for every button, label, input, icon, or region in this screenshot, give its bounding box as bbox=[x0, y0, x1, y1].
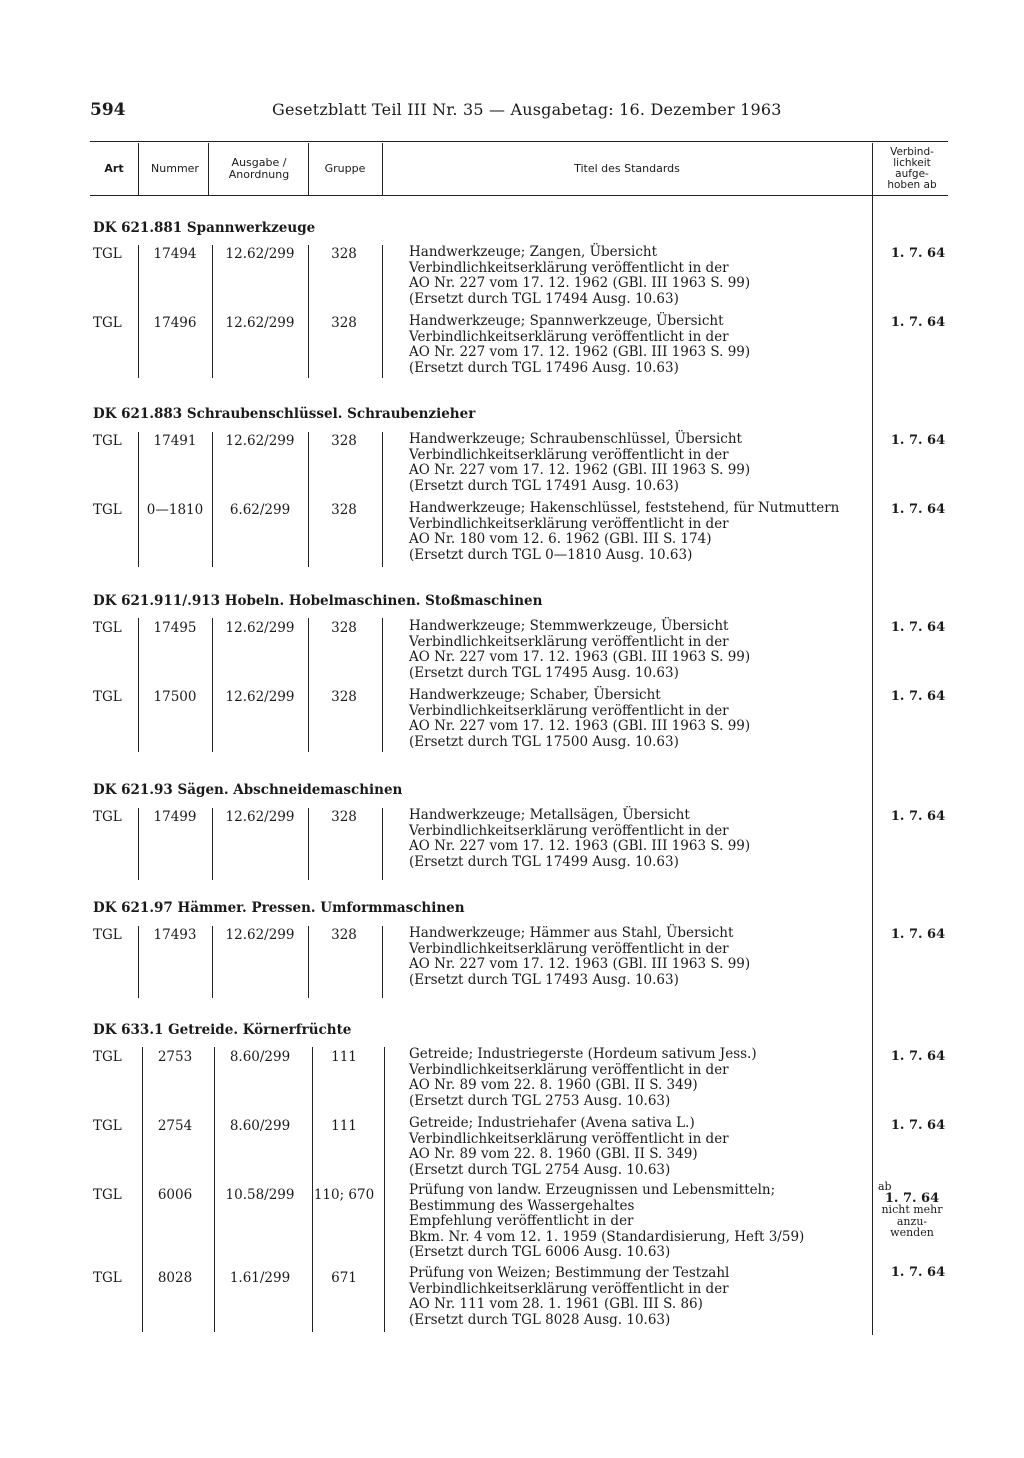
section-title: DK 633.1 Getreide. Körnerfrüchte bbox=[93, 1022, 352, 1038]
title-cell: Getreide; Industriehafer (Avena sativa L.) Verbindlichkeitserklärung veröffentlicht in der AO Nr. 89 vom 22. 8. 1960 (GBl. II S. 349) (Ersetzt durch TGL 2754 Ausg. 10.63) bbox=[409, 1115, 729, 1178]
ausgabe-cell: 12.62/299 bbox=[225, 809, 295, 825]
title-cell: Getreide; Industriegerste (Hordeum sativum Jess.) Verbindlichkeitserklärung veröffentlicht in der AO Nr. 89 vom 22. 8. 1960 (GBl. II S. 349) (Ersetzt durch TGL 2753 Ausg. 10.63) bbox=[409, 1046, 757, 1109]
date-cell: 1. 7. 64 bbox=[890, 689, 946, 704]
column-rule bbox=[138, 926, 139, 998]
header-sep bbox=[382, 143, 383, 195]
column-rule bbox=[382, 926, 383, 998]
art-cell: TGL bbox=[93, 689, 122, 705]
col-titel: Titel des Standards bbox=[574, 162, 680, 175]
nummer-cell: 0—1810 bbox=[146, 502, 204, 518]
ausgabe-cell: 12.62/299 bbox=[225, 246, 295, 262]
gruppe-cell: 328 bbox=[331, 809, 357, 825]
title-cell: Prüfung von landw. Erzeugnissen und Lebensmitteln; Bestimmung des Wassergehaltes Empfehlung veröffentlicht in der Bkm. Nr. 4 vom 12. 1. 1959 (Standardisierung, Heft 3/59) (Ersetzt durch TGL 6006 Ausg. 10.63) bbox=[409, 1182, 805, 1260]
nummer-cell: 17496 bbox=[153, 315, 197, 331]
art-cell: TGL bbox=[93, 1187, 122, 1203]
title-cell: Prüfung von Weizen; Bestimmung der Testzahl Verbindlichkeitserklärung veröffentlicht in der AO Nr. 111 vom 28. 1. 1961 (GBl. III S. 86) (Ersetzt durch TGL 8028 Ausg. 10.63) bbox=[409, 1265, 730, 1328]
ausgabe-cell: 8.60/299 bbox=[229, 1118, 291, 1134]
art-cell: TGL bbox=[93, 809, 122, 825]
column-rule bbox=[308, 926, 309, 998]
nummer-cell: 17494 bbox=[153, 246, 197, 262]
title-cell: Handwerkzeuge; Metallsägen, Übersicht Verbindlichkeitserklärung veröffentlicht in der AO Nr. 227 vom 17. 12. 1963 (GBl. III 1963 S. 99) (Ersetzt durch TGL 17499 Ausg. 10.63) bbox=[409, 807, 751, 870]
section-title: DK 621.881 Spannwerkzeuge bbox=[93, 220, 316, 236]
column-rule bbox=[382, 432, 383, 567]
column-rule bbox=[142, 1047, 143, 1332]
header-sep bbox=[208, 143, 209, 195]
art-cell: TGL bbox=[93, 620, 122, 636]
date-cell: 1. 7. 64 bbox=[890, 433, 946, 448]
ausgabe-cell: 12.62/299 bbox=[225, 620, 295, 636]
gruppe-cell: 111 bbox=[331, 1049, 357, 1065]
column-rule bbox=[212, 808, 213, 880]
col-nummer: Nummer bbox=[151, 162, 199, 175]
col-art: Art bbox=[104, 162, 124, 175]
column-rule bbox=[308, 245, 309, 378]
nummer-cell: 2754 bbox=[157, 1118, 193, 1134]
nummer-cell: 6006 bbox=[157, 1187, 193, 1203]
ausgabe-cell: 6.62/299 bbox=[229, 502, 291, 518]
column-rule bbox=[308, 618, 309, 752]
title-cell: Handwerkzeuge; Stemmwerkzeuge, Übersicht Verbindlichkeitserklärung veröffentlicht in der AO Nr. 227 vom 17. 12. 1963 (GBl. III 1963 S. 99) (Ersetzt durch TGL 17495 Ausg. 10.63) bbox=[409, 618, 751, 681]
art-cell: TGL bbox=[93, 433, 122, 449]
col-verbindlichkeit: Verbind- lichkeit aufge- hoben ab bbox=[887, 146, 937, 191]
nummer-cell: 17493 bbox=[153, 927, 197, 943]
gruppe-cell: 328 bbox=[331, 433, 357, 449]
date-cell: 1. 7. 64 bbox=[890, 1265, 946, 1280]
gruppe-cell: 111 bbox=[331, 1118, 357, 1134]
art-cell: TGL bbox=[93, 1049, 122, 1065]
ausgabe-cell: 12.62/299 bbox=[225, 927, 295, 943]
table-header bbox=[90, 143, 950, 195]
column-rule bbox=[212, 926, 213, 998]
gruppe-cell: 110; 670 bbox=[313, 1187, 375, 1203]
running-title: Gesetzblatt Teil III Nr. 35 — Ausgabetag: 16. Dezember 1963 bbox=[272, 100, 782, 119]
col-gruppe: Gruppe bbox=[324, 162, 366, 175]
right-column-rule bbox=[872, 143, 873, 1335]
gruppe-cell: 328 bbox=[331, 502, 357, 518]
col-ausgabe: Ausgabe / Anordnung bbox=[228, 156, 290, 181]
art-cell: TGL bbox=[93, 1270, 122, 1286]
date-cell: 1. 7. 64 bbox=[890, 1118, 946, 1133]
ausgabe-cell: 10.58/299 bbox=[225, 1187, 295, 1203]
title-cell: Handwerkzeuge; Hakenschlüssel, feststehend, für Nutmuttern Verbindlichkeitserklärung veröffentlicht in der AO Nr. 180 vom 12. 6. 1962 (GBl. III S. 174) (Ersetzt durch TGL 0—1810 Ausg. 10.63) bbox=[409, 500, 840, 563]
column-rule bbox=[212, 432, 213, 567]
date-cell: 1. 7. 64 bbox=[890, 1049, 946, 1064]
gruppe-cell: 328 bbox=[331, 620, 357, 636]
gruppe-cell: 328 bbox=[331, 689, 357, 705]
column-rule bbox=[214, 1047, 215, 1332]
art-cell: TGL bbox=[93, 502, 122, 518]
gruppe-cell: 328 bbox=[331, 246, 357, 262]
ausgabe-cell: 12.62/299 bbox=[225, 689, 295, 705]
date-cell: 1. 7. 64 bbox=[890, 809, 946, 824]
ausgabe-cell: 12.62/299 bbox=[225, 433, 295, 449]
art-cell: TGL bbox=[93, 315, 122, 331]
section-title: DK 621.911/.913 Hobeln. Hobelmaschinen. Stoßmaschinen bbox=[93, 593, 543, 609]
column-rule bbox=[382, 618, 383, 752]
nummer-cell: 2753 bbox=[157, 1049, 193, 1065]
column-rule bbox=[138, 432, 139, 567]
nummer-cell: 17499 bbox=[153, 809, 197, 825]
header-bottom-rule bbox=[90, 195, 948, 196]
date-cell: 1. 7. 64 bbox=[890, 315, 946, 330]
title-cell: Handwerkzeuge; Schaber, Übersicht Verbindlichkeitserklärung veröffentlicht in der AO Nr. 227 vom 17. 12. 1963 (GBl. III 1963 S. 99) (Ersetzt durch TGL 17500 Ausg. 10.63) bbox=[409, 687, 751, 750]
header-sep bbox=[138, 143, 139, 195]
date-cell: 1. 7. 64 bbox=[890, 502, 946, 517]
header-top-rule bbox=[90, 141, 948, 142]
header-sep bbox=[308, 143, 309, 195]
page-header bbox=[90, 100, 790, 124]
section-title: DK 621.93 Sägen. Abschneidemaschinen bbox=[93, 782, 403, 798]
column-rule bbox=[138, 808, 139, 880]
date-cell: 1. 7. 64 bbox=[890, 620, 946, 635]
column-rule bbox=[382, 245, 383, 378]
art-cell: TGL bbox=[93, 927, 122, 943]
date-cell: 1. 7. 64 bbox=[890, 927, 946, 942]
gruppe-cell: 328 bbox=[331, 927, 357, 943]
ausgabe-cell: 8.60/299 bbox=[229, 1049, 291, 1065]
title-cell: Handwerkzeuge; Spannwerkzeuge, Übersicht Verbindlichkeitserklärung veröffentlicht in der AO Nr. 227 vom 17. 12. 1962 (GBl. III 1963 S. 99) (Ersetzt durch TGL 17496 Ausg. 10.63) bbox=[409, 313, 751, 376]
nummer-cell: 17500 bbox=[153, 689, 197, 705]
date-cell: 1. 7. 64 bbox=[890, 246, 946, 261]
nummer-cell: 17495 bbox=[153, 620, 197, 636]
nummer-cell: 8028 bbox=[157, 1270, 193, 1286]
page-number: 594 bbox=[90, 100, 126, 120]
title-cell: Handwerkzeuge; Hämmer aus Stahl, Übersicht Verbindlichkeitserklärung veröffentlicht in der AO Nr. 227 vom 17. 12. 1963 (GBl. III 1963 S. 99) (Ersetzt durch TGL 17493 Ausg. 10.63) bbox=[409, 925, 751, 988]
column-rule bbox=[308, 432, 309, 567]
art-cell: TGL bbox=[93, 1118, 122, 1134]
title-cell: Handwerkzeuge; Schraubenschlüssel, Übersicht Verbindlichkeitserklärung veröffentlicht in der AO Nr. 227 vom 17. 12. 1962 (GBl. III 1963 S. 99) (Ersetzt durch TGL 17491 Ausg. 10.63) bbox=[409, 431, 751, 494]
column-rule bbox=[384, 1047, 385, 1332]
column-rule bbox=[138, 245, 139, 378]
column-rule bbox=[308, 808, 309, 880]
column-rule bbox=[212, 245, 213, 378]
column-rule bbox=[212, 618, 213, 752]
art-cell: TGL bbox=[93, 246, 122, 262]
gruppe-cell: 671 bbox=[331, 1270, 357, 1286]
date-cell: ab 1. 7. 64 nicht mehr anzu- wenden bbox=[878, 1180, 943, 1239]
column-rule bbox=[382, 808, 383, 880]
title-cell: Handwerkzeuge; Zangen, Übersicht Verbindlichkeitserklärung veröffentlicht in der AO Nr. 227 vom 17. 12. 1962 (GBl. III 1963 S. 99) (Ersetzt durch TGL 17494 Ausg. 10.63) bbox=[409, 244, 751, 307]
gruppe-cell: 328 bbox=[331, 315, 357, 331]
column-rule bbox=[138, 618, 139, 752]
ausgabe-cell: 1.61/299 bbox=[229, 1270, 291, 1286]
nummer-cell: 17491 bbox=[153, 433, 197, 449]
section-title: DK 621.97 Hämmer. Pressen. Umformmaschinen bbox=[93, 900, 465, 916]
section-title: DK 621.883 Schraubenschlüssel. Schraubenzieher bbox=[93, 406, 476, 422]
ausgabe-cell: 12.62/299 bbox=[225, 315, 295, 331]
